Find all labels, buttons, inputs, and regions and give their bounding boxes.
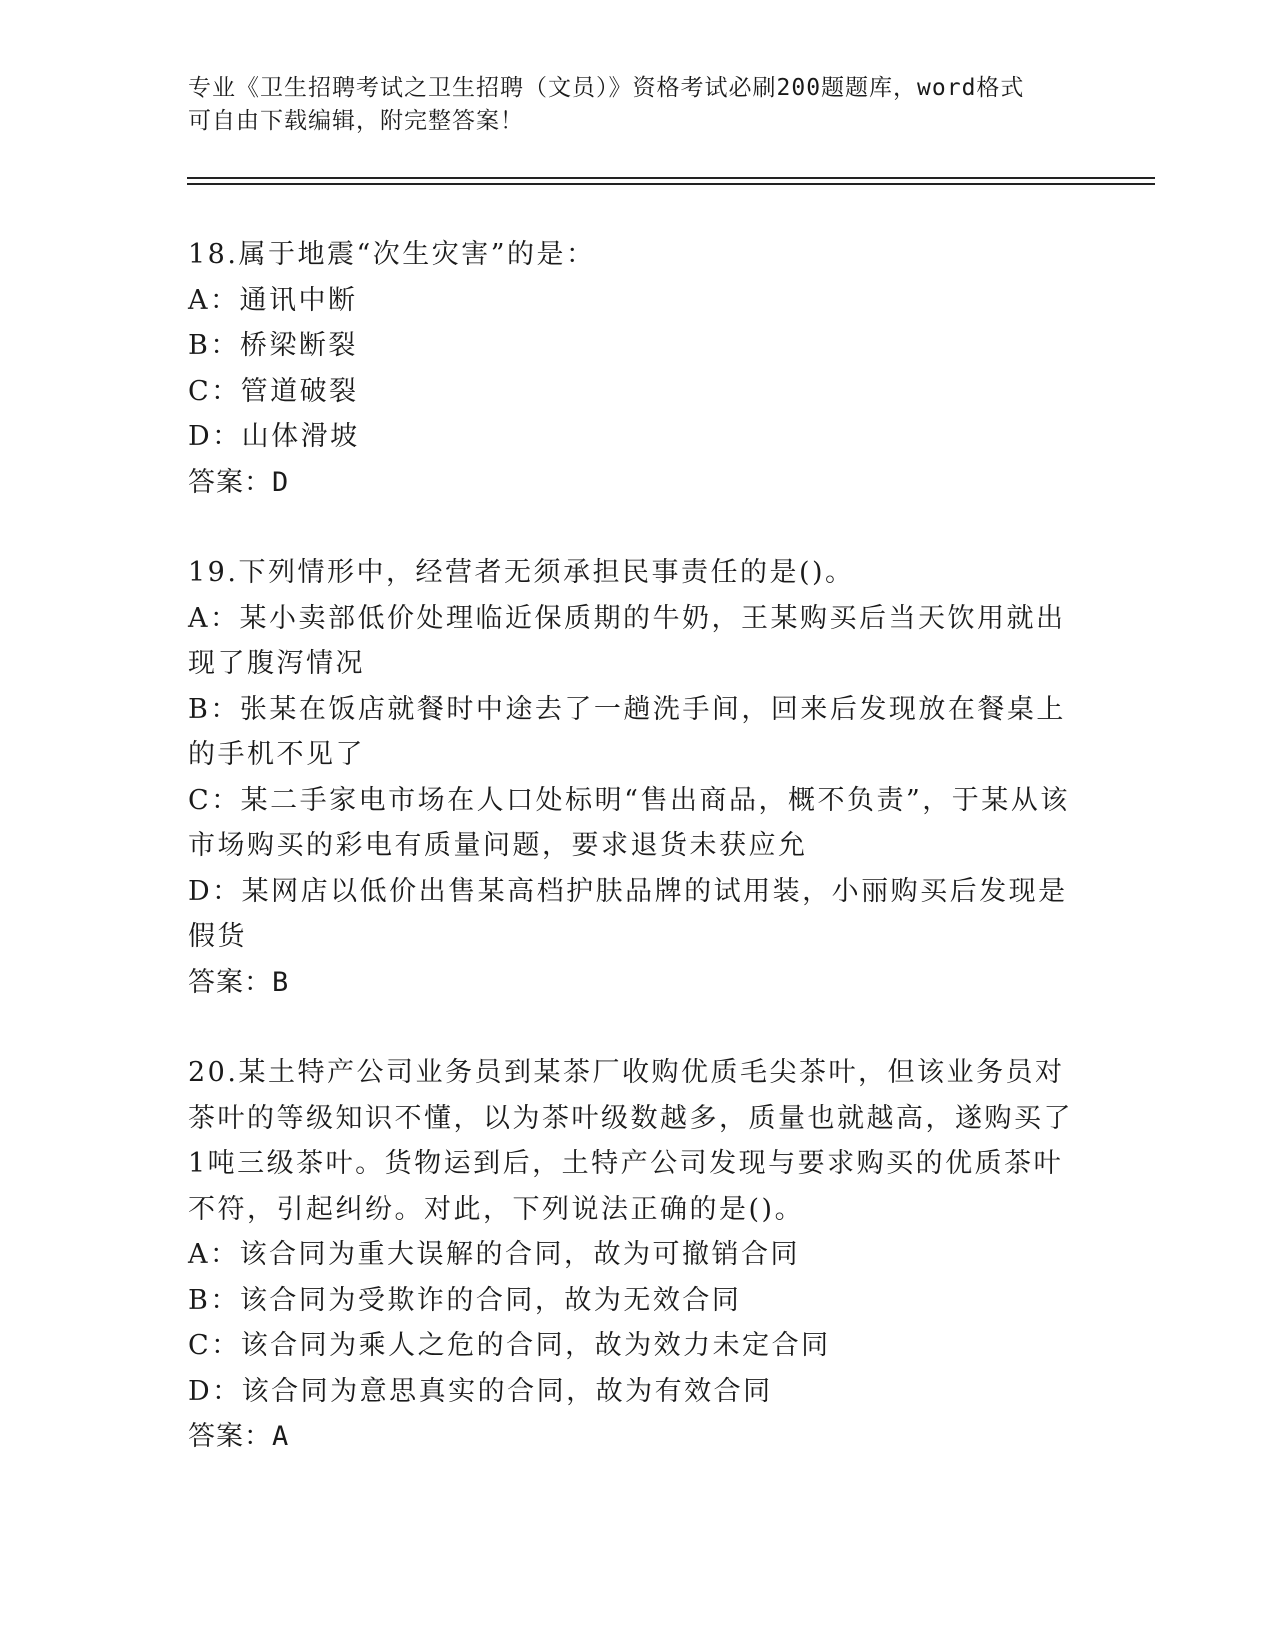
option-b: B：张某在饭店就餐时中途去了一趟洗手间，回来后发现放在餐桌上的手机不见了 [188, 693, 1066, 770]
header-intro-line-2: 可自由下载编辑，附完整答案！ [188, 108, 524, 134]
header-divider-top [187, 177, 1155, 179]
option-c: C：某二手家电市场在人口处标明“售出商品，概不负责”，于某从该市场购买的彩电有质量问题，要求退货未获应允 [188, 784, 1070, 861]
question-list [188, 232, 1078, 1505]
header-intro-line-1: 专业《卫生招聘考试之卫生招聘（文员）》资格考试必刷200题题库，word格式 [188, 75, 1025, 101]
question-text: 18.属于地震“次生灾害”的是： [188, 239, 596, 270]
answer: 答案：D [188, 466, 290, 498]
question-19 [188, 550, 1078, 1005]
answer: 答案：B [188, 966, 290, 998]
question-20 [188, 1050, 1078, 1460]
option-c: C：该合同为乘人之危的合同，故为效力未定合同 [188, 1330, 831, 1361]
answer: 答案：A [188, 1421, 290, 1452]
option-a: A：该合同为重大误解的合同，故为可撤销合同 [188, 1239, 800, 1270]
document-header [188, 72, 1068, 138]
question-18 [188, 232, 1078, 505]
option-d: D：山体滑坡 [188, 421, 360, 452]
header-divider-bottom [187, 183, 1155, 185]
option-a: A：某小卖部低价处理临近保质期的牛奶，王某购买后当天饮用就出现了腹泻情况 [188, 602, 1066, 679]
option-d: D：该合同为意思真实的合同，故为有效合同 [188, 1375, 773, 1407]
question-text: 20.某土特产公司业务员到某茶厂收购优质毛尖茶叶，但该业务员对茶叶的等级知识不懂，以为茶叶级数越多，质量也就越高，遂购买了1吨三级茶叶。货物运到后，土特产公司发现与要求购买的优质茶叶不符，引起纠纷。对此，下列说法正确的是()。 [188, 1057, 1073, 1225]
question-text: 19.下列情形中，经营者无须承担民事责任的是()。 [188, 557, 855, 588]
option-b: B：桥梁断裂 [188, 330, 358, 361]
option-c: C：管道破裂 [188, 375, 359, 407]
option-a: A：通讯中断 [188, 284, 358, 316]
option-d: D：某网店以低价出售某高档护肤品牌的试用装，小丽购买后发现是假货 [188, 875, 1068, 952]
option-b: B：该合同为受欺诈的合同，故为无效合同 [188, 1284, 742, 1316]
